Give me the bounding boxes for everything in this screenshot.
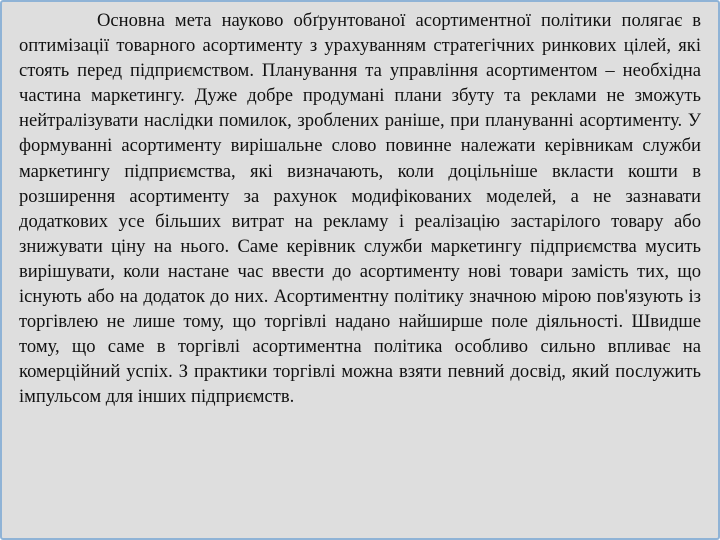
slide-body-text: Основна мета науково обґрунтованої асортиментної політики полягає в оптимізації товарного асортименту з урахуванням стратегічних ринкових цілей, які стоять перед підприємством. Планування та управління асортиментом – необхідна частина маркетингу. Дуже добре продумані плани збуту та реклами не зможуть нейтралізувати наслідки помилок, зроблених раніше, при плануванні асортименту. У формуванні асортименту вирішальне слово повинне належати керівникам служби маркетингу підприємства, які визначають, коли доцільніше вкласти кошти в розширення асортименту за рахунок модифікованих моделей, а не зазнавати додаткових усе більших витрат на рекламу і реалізацію застарілого товару або знижувати ціну на нього. Саме керівник служби маркетингу підприємства мусить вирішувати, коли настане час ввести до асортименту нові товари замість тих, що існують або на додаток до них. Асортиментну політику значною мірою пов'язують із торгівлею не лише тому, що торгівлі надано найширше поле діяльності. Швидше тому, що саме в торгівлі асортиментна політика особливо сильно впливає на комерційний успіх. З практики торгівлі можна взяти певний досвід, який послужить імпульсом для інших підприємств.	[19, 10, 701, 408]
